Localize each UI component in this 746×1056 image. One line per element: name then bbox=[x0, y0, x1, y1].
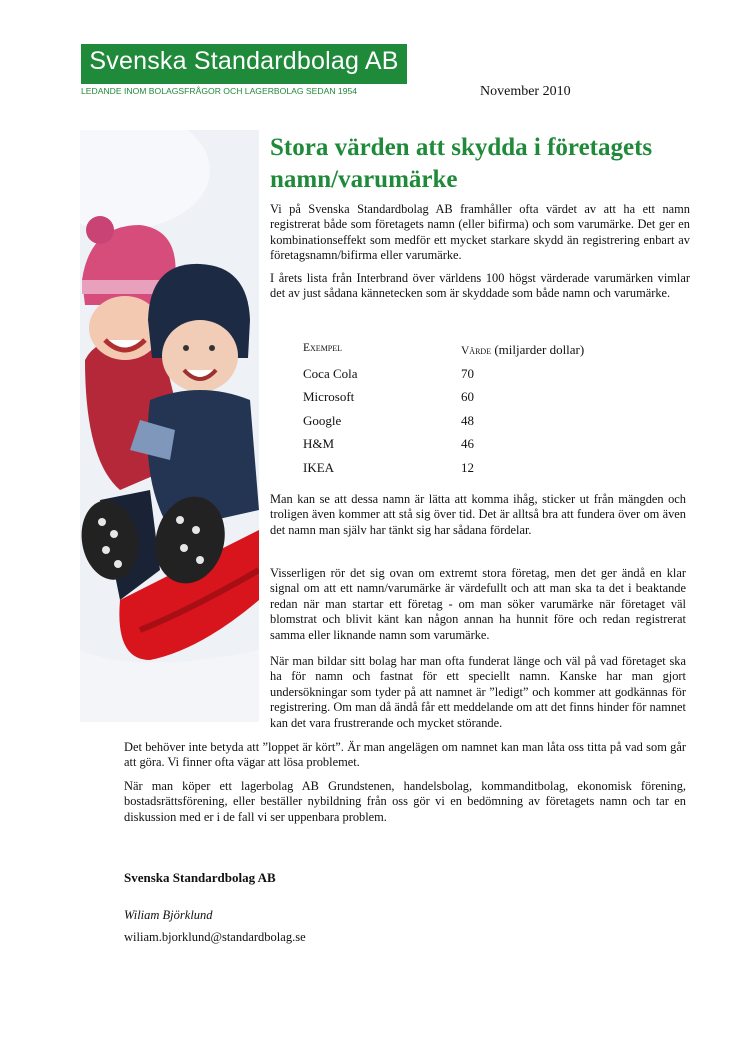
paragraph-2: I årets lista från Interbrand över världens 100 högst värderade varumärken vimlar det av just sådana kännetecken som är skyddade som både namn och varumärke. bbox=[270, 271, 690, 301]
brand-value: 70 bbox=[461, 365, 474, 381]
brand-name: IKEA bbox=[303, 459, 335, 475]
brand-value-table bbox=[303, 342, 584, 483]
table-row bbox=[303, 460, 584, 484]
header-value: Värde (miljarder dollar) bbox=[461, 342, 585, 357]
brand-value: 48 bbox=[461, 412, 474, 428]
table-header-row bbox=[303, 342, 584, 366]
brand-name: H&M bbox=[303, 436, 335, 451]
table-row bbox=[303, 413, 584, 437]
paragraph-3: Man kan se att dessa namn är lätta att komma ihåg, sticker ut från mängden och troligen även kommer att stå sig över tid. Det är alltså bra att fundera över om även det namn man själv har tänkt sig har sådana fördelar. bbox=[270, 492, 686, 537]
table-row bbox=[303, 389, 584, 413]
table-row bbox=[303, 436, 584, 460]
brand-value: 12 bbox=[461, 459, 474, 475]
table-row bbox=[303, 366, 584, 390]
paragraph-1: Vi på Svenska Standardbolag AB framhåller ofta värdet av att ha ett namn registrerat både som företagets namn (eller bifirma) och som varumärke. Det ger en kombinationseffekt som medför ett mycket starkare skydd än registrering enbart av företagsnamn/bifirma eller varumärke. bbox=[270, 202, 690, 263]
article-title: Stora värden att skydda i företagets namn/varumärke bbox=[270, 134, 653, 193]
paragraph-6: Det behöver inte betyda att ”loppet är kört”. Är man angelägen om namnet kan man låta oss titta på vad som går att göra. Vi finner ofta vägar att lösa problemet. bbox=[124, 740, 686, 770]
signature-email: wiliam.bjorklund@standardbolag.se bbox=[124, 930, 306, 944]
brand-value: 60 bbox=[461, 389, 474, 404]
paragraph-5: När man bildar sitt bolag har man ofta funderat länge och väl på vad företaget ska ha för namn och fastnat för ett speciellt namn. Kanske har man gjort undersökningar som tyder på att namnet är ”ledigt” och kommer att godkännas för registrering. Om man då ändå får ett meddelande om att det finns hinder för namnet kan det vara frustrerande och mycket störande. bbox=[270, 654, 686, 730]
company-logo bbox=[81, 44, 407, 84]
company-tagline: LEDANDE INOM BOLAGSFRÅGOR OCH LAGERBOLAG SEDAN 1954 bbox=[81, 86, 358, 96]
brand-name: Coca Cola bbox=[303, 365, 358, 381]
signature-company: Svenska Standardbolag AB bbox=[124, 870, 276, 885]
brand-value: 46 bbox=[461, 436, 474, 451]
logo-company-name: Svenska Standardbolag AB bbox=[89, 47, 399, 75]
signature-name: Wiliam Björklund bbox=[124, 908, 213, 922]
brand-name: Google bbox=[303, 412, 342, 428]
paragraph-7: När man köper ett lagerbolag AB Grundstenen, handelsbolag, kommanditbolag, ekonomisk förening, bostadsrättsförening, eller beställer nybildning från oss gör vi en bedömning av företagets namn och tar en diskussion med er i de fall vi ser uppenbara problem. bbox=[124, 779, 686, 824]
issue-date: November 2010 bbox=[480, 84, 571, 99]
header-example: Exempel bbox=[303, 342, 343, 354]
brand-name: Microsoft bbox=[303, 389, 355, 404]
children-sledding-photo bbox=[80, 130, 259, 722]
paragraph-4: Visserligen rör det sig ovan om extremt stora företag, men det ger ändå en klar signal om att ett namn/varumärke är värdefullt och att man ska ta det i beaktande redan när man startar ett företag - om man söker varumärke när företaget väl blomstrat och blivit känt kan någon annan ha hunnit före och redan registrerat samma eller liknande namn som varumärke. bbox=[270, 566, 686, 642]
